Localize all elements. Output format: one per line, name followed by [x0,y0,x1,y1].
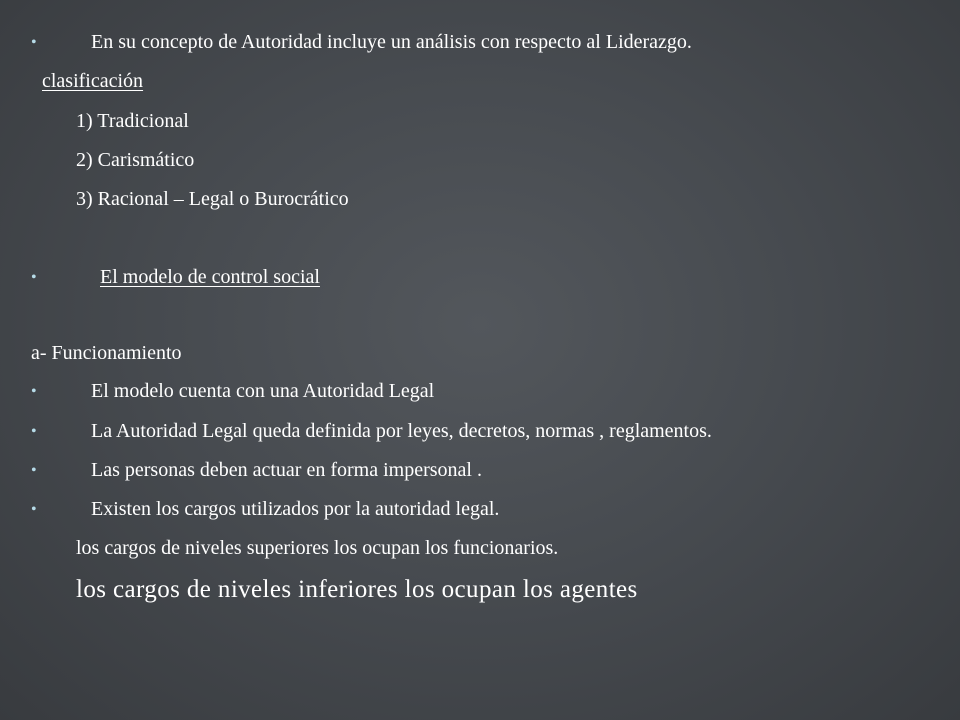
bullet-marker: • [31,383,37,400]
tipo-carismatico-item: 2) Carismático [76,149,195,171]
punto-cargos-text: Existen los cargos utilizados por la autoridad legal. [91,498,500,520]
bullet-marker: • [31,501,37,518]
punto-autoridad-legal-text: El modelo cuenta con una Autoridad Legal [91,380,435,402]
bullet-marker: • [31,423,37,440]
cargos-superiores-text: los cargos de niveles superiores los ocupan los funcionarios. [76,537,559,559]
tipo-racional-item: 3) Racional – Legal o Burocrático [76,188,349,210]
bullet-marker: • [31,462,37,479]
modelo-control-heading: El modelo de control social [100,266,320,288]
bullet-marker: • [31,34,37,51]
autoridad-intro-text: En su concepto de Autoridad incluye un análisis con respecto al Liderazgo. [91,31,692,53]
clasificacion-heading: clasificación [42,70,144,92]
funcionamiento-heading: a- Funcionamiento [31,342,182,364]
cargos-inferiores-text: los cargos de niveles inferiores los ocupan los agentes [76,576,638,603]
punto-impersonal-text: Las personas deben actuar en forma impersonal . [91,459,482,481]
punto-definicion-text: La Autoridad Legal queda definida por leyes, decretos, normas , reglamentos. [91,420,712,442]
tipo-tradicional-item: 1) Tradicional [76,110,189,132]
bullet-marker: • [31,269,37,286]
